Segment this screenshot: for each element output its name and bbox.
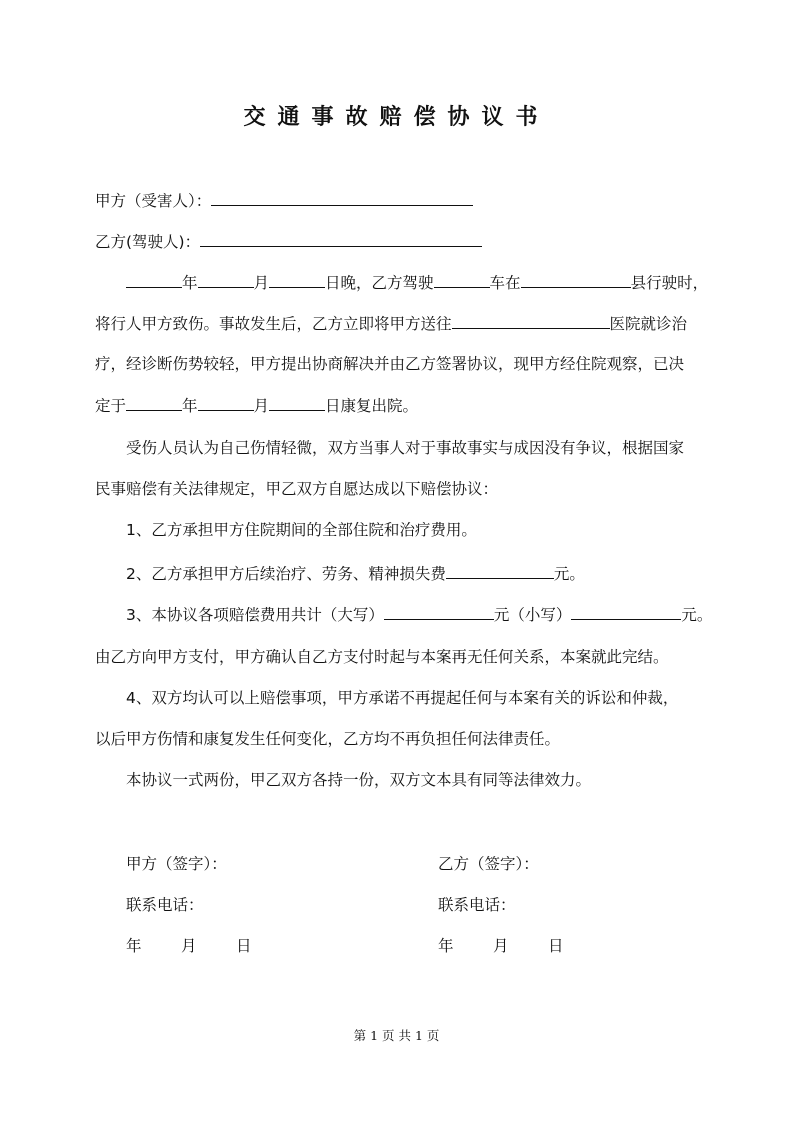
day-text: 日 bbox=[548, 937, 564, 955]
party-a-signature-label: 甲方（签字）： bbox=[126, 855, 227, 873]
item3-mid-text: 元（小写） bbox=[493, 606, 572, 624]
year-text: 年 bbox=[182, 274, 198, 292]
party-b-line bbox=[95, 229, 703, 254]
mental-damage-fee-blank[interactable] bbox=[446, 561, 554, 579]
county-text: 县行驶时， bbox=[630, 274, 709, 292]
party-a-phone-label: 联系电话： bbox=[126, 896, 204, 914]
yuan-text: 元。 bbox=[681, 606, 713, 624]
day-text: 日 bbox=[236, 937, 252, 955]
para1-line2 bbox=[95, 311, 703, 336]
month-text: 月 bbox=[493, 937, 509, 955]
accident-year-blank[interactable] bbox=[126, 270, 182, 288]
item1: 1、乙方承担甲方住院期间的全部住院和治疗费用。 bbox=[126, 521, 477, 539]
para2-line1: 受伤人员认为自己伤情轻微，双方当事人对于事故事实与成因没有争议，根据国家 bbox=[126, 439, 685, 457]
month-text: 月 bbox=[253, 397, 270, 415]
document-title: 交通事故赔偿协议书 bbox=[243, 104, 550, 130]
discharge-day-blank[interactable] bbox=[269, 393, 325, 411]
accident-month-blank[interactable] bbox=[198, 270, 254, 288]
total-uppercase-blank[interactable] bbox=[384, 602, 494, 620]
discharge-month-blank[interactable] bbox=[198, 393, 254, 411]
page-footer: 第 1 页 共 1 页 bbox=[353, 1028, 440, 1043]
month-text: 月 bbox=[181, 937, 197, 955]
item3 bbox=[126, 602, 713, 627]
car-text: 车在 bbox=[489, 274, 521, 292]
discharge-suffix: 日康复出院。 bbox=[325, 397, 419, 415]
party-a-label: 甲方（受害人）： bbox=[95, 192, 212, 210]
item4-line2: 以后甲方伤情和康复发生任何变化，乙方均不再负担任何法律责任。 bbox=[95, 730, 561, 748]
item3-continued: 由乙方向甲方支付，甲方确认自乙方支付时起与本案再无任何关系，本案就此完结。 bbox=[95, 648, 669, 666]
party-b-date bbox=[438, 934, 603, 958]
discharge-year-blank[interactable] bbox=[126, 393, 182, 411]
para1-line1 bbox=[126, 270, 709, 295]
party-b-phone-label: 联系电话： bbox=[438, 896, 516, 914]
party-a-blank[interactable] bbox=[211, 188, 473, 206]
discharge-prefix: 定于 bbox=[95, 397, 127, 415]
total-lowercase-blank[interactable] bbox=[571, 602, 681, 620]
item2 bbox=[126, 561, 703, 586]
month-text: 月 bbox=[253, 274, 270, 292]
party-b-blank[interactable] bbox=[200, 229, 482, 247]
hospital-blank[interactable] bbox=[452, 311, 610, 329]
hospital-text: 医院就诊治 bbox=[609, 315, 688, 333]
party-b-signature-label: 乙方（签字）： bbox=[438, 855, 539, 873]
yuan-text: 元。 bbox=[553, 565, 585, 583]
party-a-line bbox=[95, 188, 703, 213]
para1-line3: 疗，经诊断伤势较轻，甲方提出协商解决并由乙方签署协议，现甲方经住院观察，已决 bbox=[95, 355, 685, 373]
accident-day-blank[interactable] bbox=[269, 270, 325, 288]
para1-line2-text: 将行人甲方致伤。事故发生后，乙方立即将甲方送往 bbox=[95, 315, 452, 333]
year-text: 年 bbox=[438, 937, 454, 955]
item3-text: 3、本协议各项赔偿费用共计（大写） bbox=[126, 606, 384, 624]
car-type-blank[interactable] bbox=[434, 270, 490, 288]
year-text: 年 bbox=[126, 937, 142, 955]
party-a-date bbox=[126, 934, 291, 958]
item2-text: 2、乙方承担甲方后续治疗、劳务、精神损失费 bbox=[126, 565, 446, 583]
county-blank[interactable] bbox=[521, 270, 631, 288]
party-b-label: 乙方(驾驶人)： bbox=[95, 233, 201, 251]
para2-line2: 民事赔偿有关法律规定，甲乙双方自愿达成以下赔偿协议： bbox=[95, 480, 499, 498]
item4-line1: 4、双方均认可以上赔偿事项，甲方承诺不再提起任何与本案有关的诉讼和仲裁， bbox=[126, 689, 679, 707]
closing-statement: 本协议一式两份，甲乙双方各持一份，双方文本具有同等法律效力。 bbox=[126, 771, 592, 789]
night-text: 日晚，乙方驾驶 bbox=[325, 274, 434, 292]
para1-line4 bbox=[95, 393, 703, 418]
year-text: 年 bbox=[182, 397, 198, 415]
